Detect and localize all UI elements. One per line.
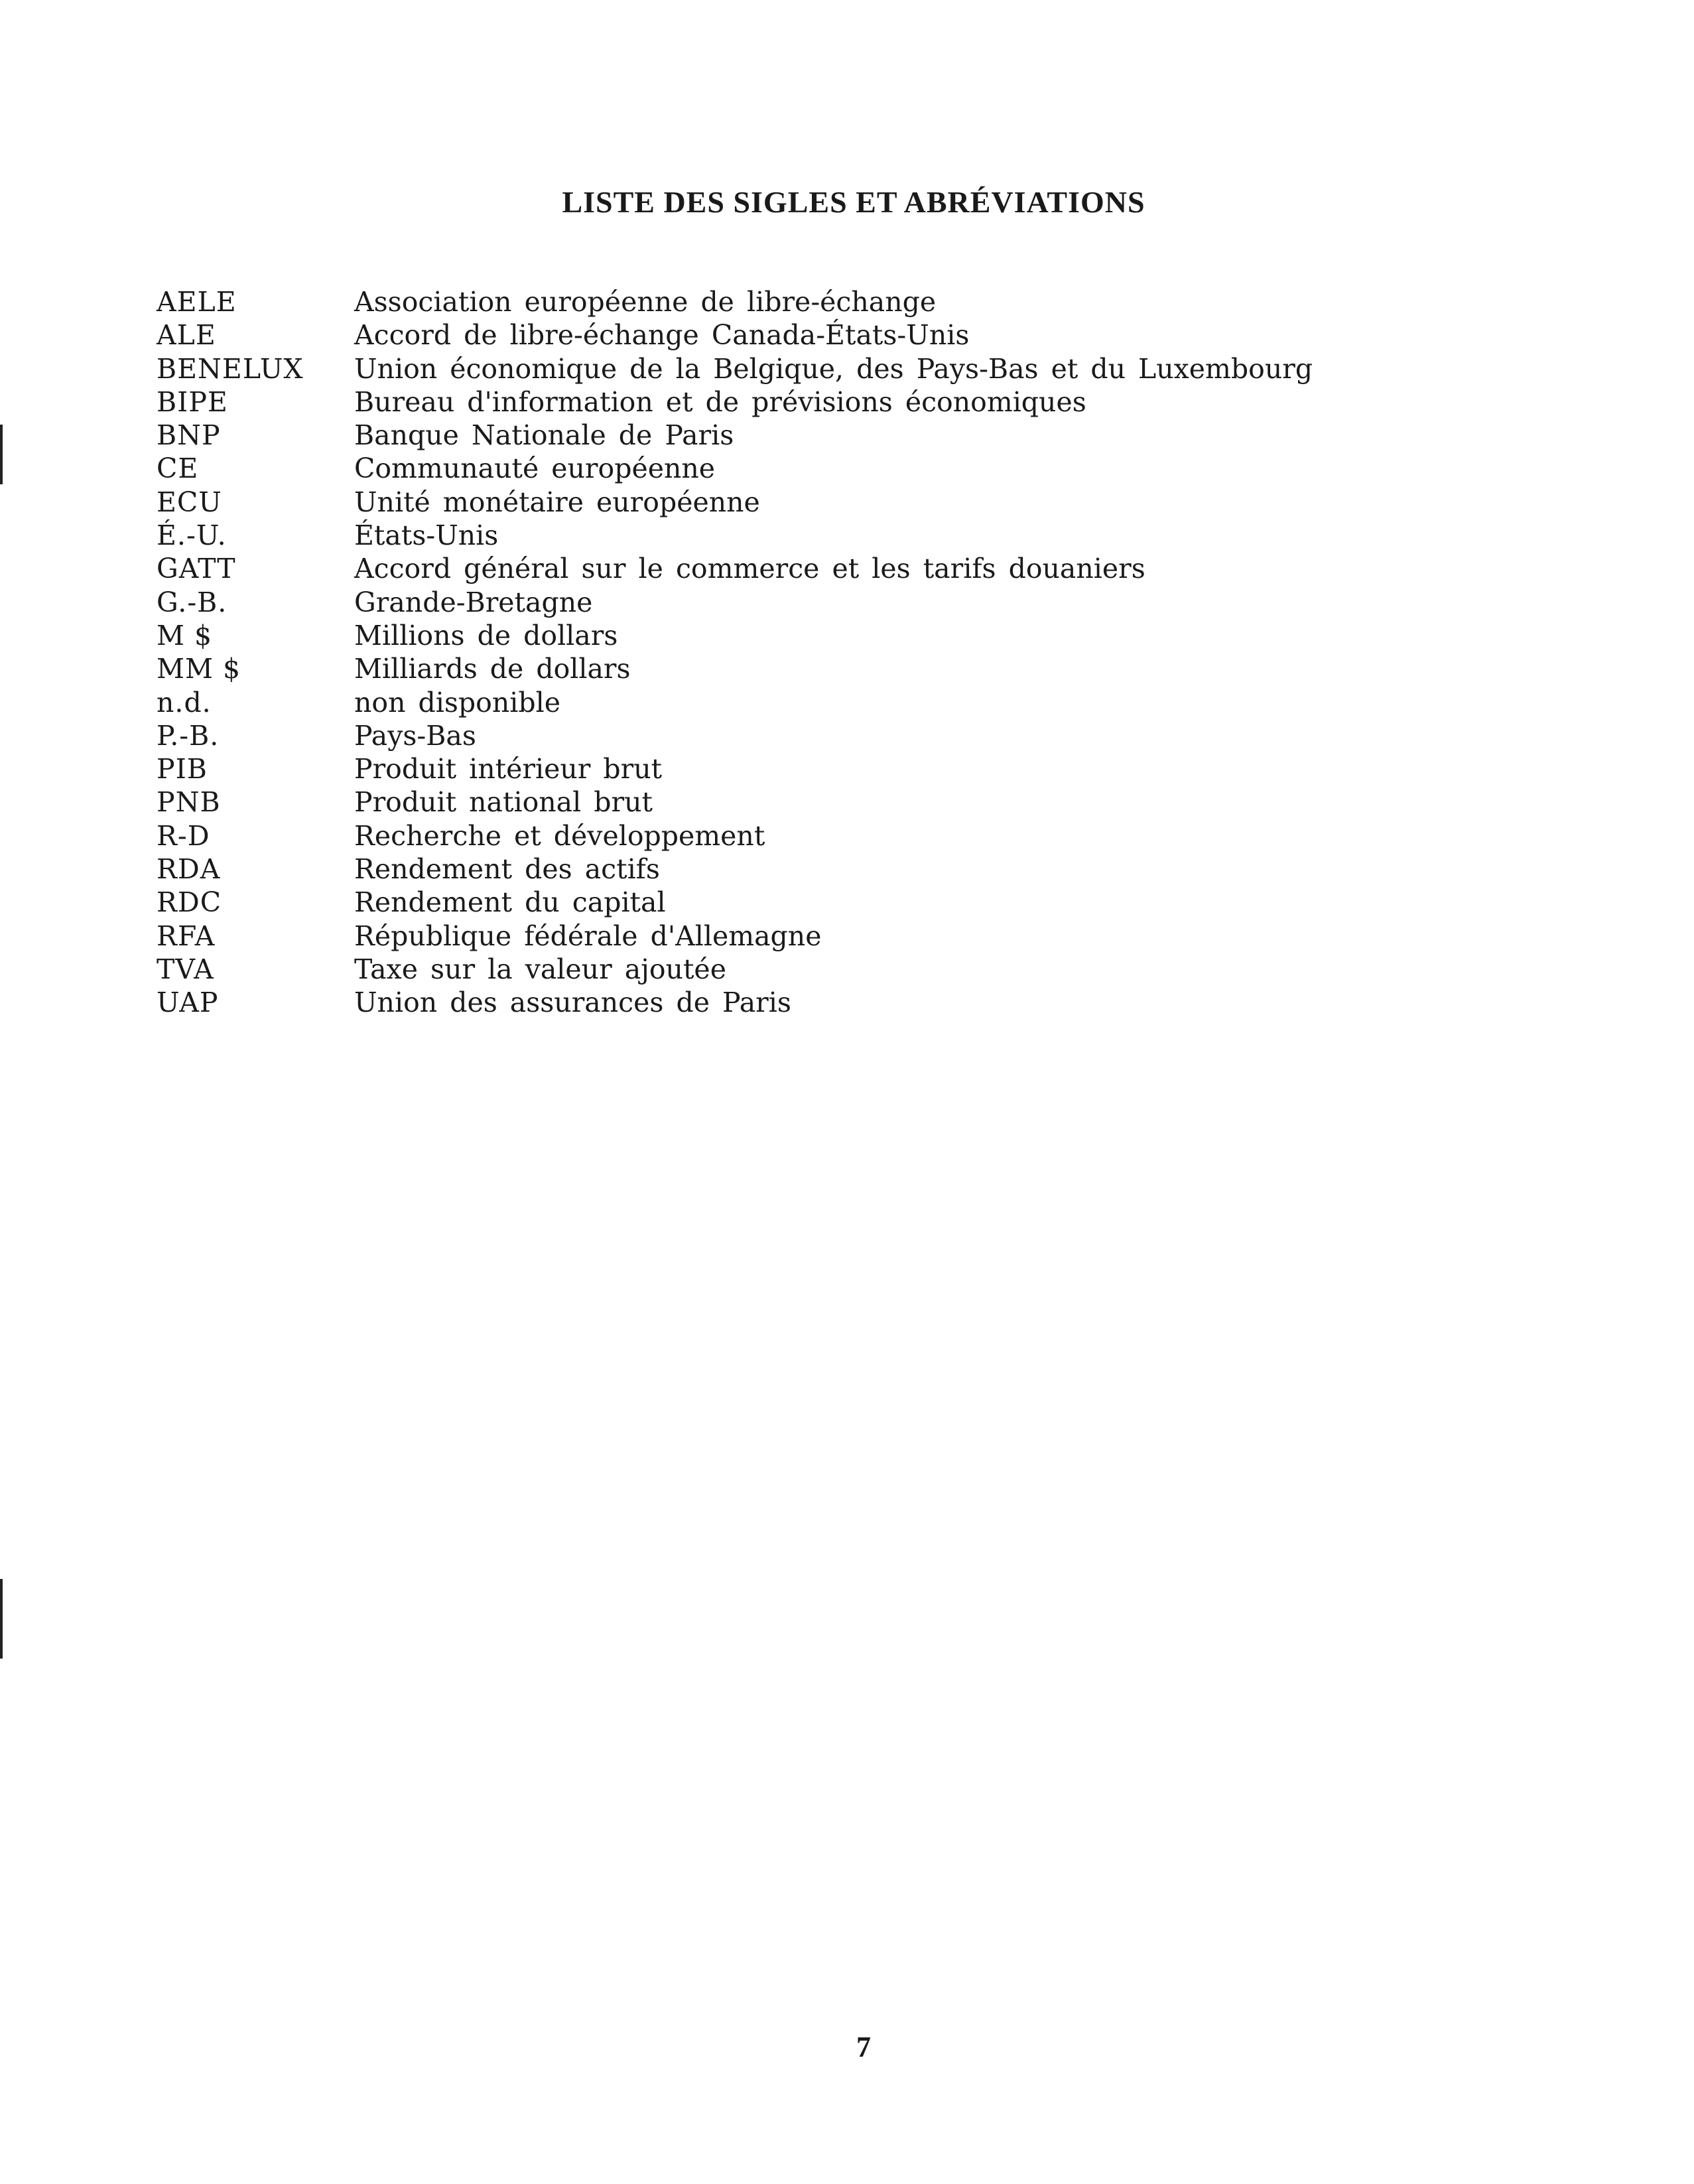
abbreviation: É.-U. [157,519,227,552]
definition: Bureau d'information et de prévisions économiques [354,385,1086,418]
list-item [157,519,1483,552]
definition: Pays-Bas [354,719,476,752]
definition: Accord général sur le commerce et les tarifs douaniers [354,553,1145,585]
list-item [157,853,1483,886]
definition: Recherche et développement [354,819,765,852]
abbreviation: AELE [157,286,237,318]
page-number-text: 7 [856,2031,871,2063]
definition: Union des assurances de Paris [354,987,791,1019]
abbreviation: GATT [157,553,236,585]
definition: Association européenne de libre-échange [354,286,937,318]
list-item [157,920,1483,953]
list-item [157,352,1483,385]
list-item [157,953,1483,986]
definition: Millions de dollars [354,619,618,651]
abbreviation: PNB [157,786,221,819]
definition: Union économique de la Belgique, des Pays-Bas et du Luxembourg [354,352,1313,385]
list-item [157,419,1483,452]
definition: Taxe sur la valeur ajoutée [354,953,726,985]
abbreviation: CE [157,452,199,485]
page-title [0,184,1694,220]
list-item [157,385,1483,419]
list-item [157,318,1483,352]
abbreviation: G.-B. [157,586,228,618]
list-item [157,752,1483,785]
abbreviation: MM $ [157,653,241,685]
definition: Banque Nationale de Paris [354,419,734,452]
abbreviation: PIB [157,753,208,785]
abbreviation-list [157,285,1483,1020]
scan-edge-mark [0,425,3,484]
definition: Produit intérieur brut [354,753,663,785]
list-item [157,652,1483,685]
definition: Unité monétaire européenne [354,486,760,518]
list-item [157,986,1483,1019]
abbreviation: RDC [157,886,222,919]
definition: non disponible [354,686,560,718]
list-item [157,452,1483,485]
abbreviation: BENELUX [157,352,304,385]
list-item [157,586,1483,619]
list-item [157,886,1483,919]
list-item [157,819,1483,853]
abbreviation: M $ [157,619,213,651]
abbreviation: ECU [157,486,222,518]
definition: Rendement du capital [354,886,666,919]
definition: Grande-Bretagne [354,586,593,618]
abbreviation: BIPE [157,385,228,418]
scan-edge-mark [0,1579,3,1659]
list-item [157,552,1483,585]
list-item [157,285,1483,318]
definition: Accord de libre-échange Canada-États-Unis [354,319,970,352]
list-item [157,686,1483,719]
definition: Produit national brut [354,786,653,819]
abbreviation: BNP [157,419,221,452]
abbreviation: UAP [157,987,219,1019]
definition: Communauté européenne [354,452,716,485]
abbreviation: R-D [157,819,210,852]
definition: Milliards de dollars [354,653,631,685]
list-item [157,486,1483,519]
abbreviation: TVA [157,953,214,985]
page-title-text: LISTE DES SIGLES ET ABRÉVIATIONS [562,185,1145,219]
definition: Rendement des actifs [354,853,660,886]
abbreviation: RFA [157,920,216,952]
list-item [157,719,1483,752]
definition: États-Unis [354,519,499,552]
abbreviation: ALE [157,319,216,352]
definition: République fédérale d'Allemagne [354,920,822,952]
abbreviation: RDA [157,853,221,886]
abbreviation: n.d. [157,686,212,718]
page-number [0,2030,1694,2064]
list-item [157,785,1483,819]
list-item [157,619,1483,652]
abbreviation: P.-B. [157,719,220,752]
